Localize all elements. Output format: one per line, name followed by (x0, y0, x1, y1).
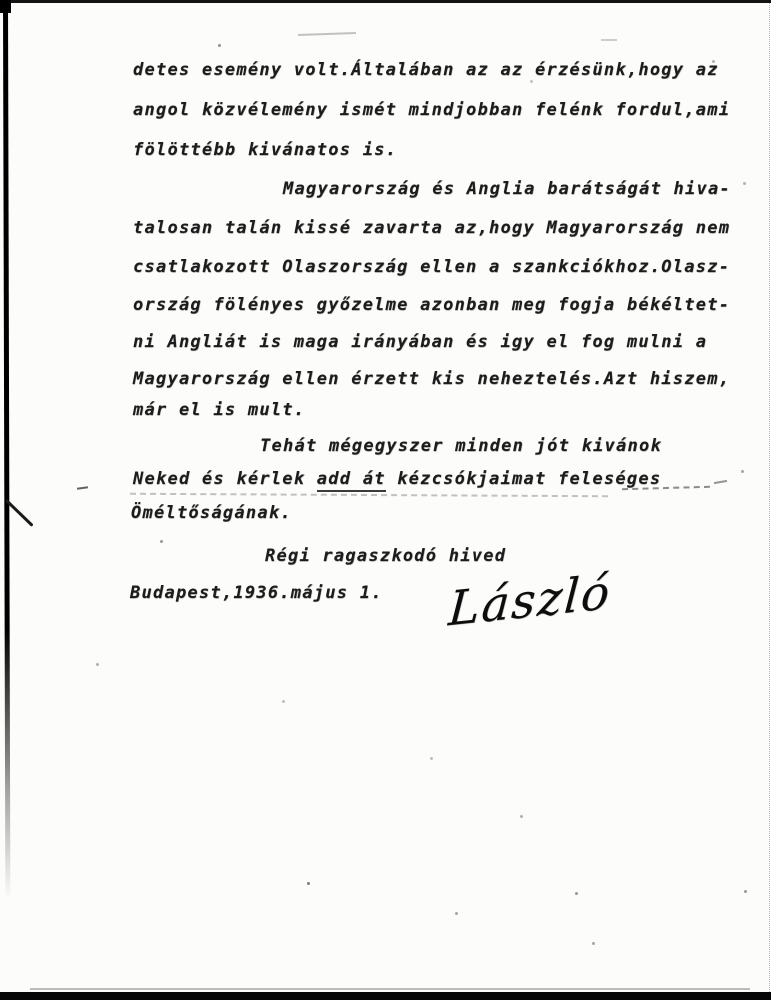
letter-line: fölöttébb kivánatos is. (133, 140, 398, 160)
scan-edge-top (0, 0, 771, 3)
letter-line: angol közvélemény ismét mindjobban felénk fordul,ami (133, 100, 731, 120)
smudge-mark (601, 39, 617, 41)
scan-noise-dots (218, 44, 221, 47)
letter-line: Magyarország ellen érzett kis neheztelés.Azt hiszem, (133, 369, 731, 389)
underlined-phrase: add át (317, 469, 386, 492)
dateline: Budapest,1936.május 1. (130, 583, 383, 603)
letter-line: ni Angliát is maga irányában és igy el fog mulni a (133, 332, 708, 352)
letter-line-indented: Magyarország és Anglia barátságát hiva- (283, 179, 731, 199)
emphasis-after: kézcsókjaimat feleséges (385, 469, 662, 489)
smudge-mark (298, 32, 356, 36)
scan-edge-right (769, 0, 770, 1000)
letter-line-indented: Tehát mégegyszer minden jót kivánok (260, 436, 662, 456)
scan-edge-bottom (0, 992, 771, 1000)
handwritten-signature: László (446, 564, 614, 638)
emphasis-before: Neked és kérlek (133, 469, 317, 489)
scan-edge-left (3, 0, 10, 900)
letter-line: már el is mult. (133, 400, 306, 420)
dash-mark (77, 486, 88, 490)
scan-edge-bottom-faint (30, 988, 750, 990)
letter-line: detes esemény volt.Általában az az érzésünk,hogy az (133, 60, 719, 80)
letter-line: talosan talán kissé zavarta az,hogy Magyarország nem (133, 218, 731, 238)
letter-line: Öméltőságának. (131, 503, 292, 523)
closing-line: Régi ragaszkodó hived (265, 546, 507, 566)
letter-line: ország fölényes győzelme azonban meg fogja békéltet- (133, 295, 731, 315)
letter-line-with-underline (133, 471, 661, 488)
trailing-dash-mark (714, 480, 727, 484)
pencil-underline-mark (130, 493, 608, 498)
letter-line: csatlakozott Olaszország ellen a szankciókhoz.Olasz- (133, 257, 731, 277)
